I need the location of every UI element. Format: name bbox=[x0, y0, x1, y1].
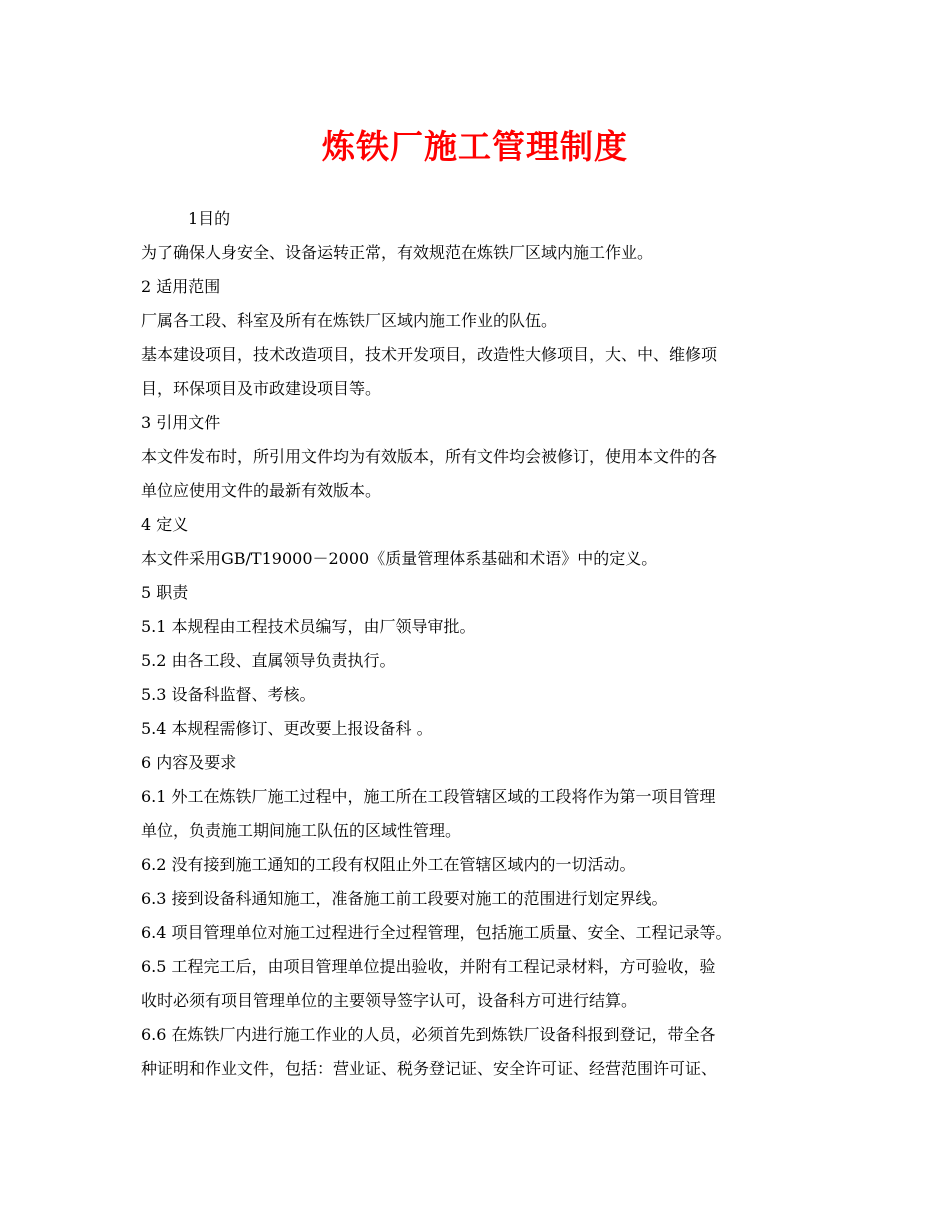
paragraph-line: 本文件采用GB/T19000－2000《质量管理体系基础和术语》中的定义。 bbox=[141, 549, 658, 568]
paragraph-line: 5.3 设备科监督、考核。 bbox=[141, 685, 316, 704]
paragraph-line: 5.1 本规程由工程技术员编写，由厂领导审批。 bbox=[141, 617, 476, 636]
paragraph-line: 本文件发布时，所引用文件均为有效版本，所有文件均会被修订，使用本文件的各 bbox=[141, 447, 718, 466]
paragraph-line: 5.2 由各工段、直属领导负责执行。 bbox=[141, 651, 396, 670]
paragraph-line: 6.3 接到设备科通知施工，准备施工前工段要对施工的范围进行划定界线。 bbox=[141, 889, 668, 908]
paragraph-line: 5.4 本规程需修订、更改要上报设备科 。 bbox=[141, 719, 433, 738]
paragraph-line: 单位应使用文件的最新有效版本。 bbox=[141, 481, 382, 500]
document-body bbox=[141, 202, 831, 1086]
section-heading-scope: 2 适用范围 bbox=[141, 277, 221, 296]
document-title: 炼铁厂施工管理制度 bbox=[322, 127, 628, 166]
paragraph-line: 6.2 没有接到施工通知的工段有权阻止外工在管辖区域内的一切活动。 bbox=[141, 855, 636, 874]
section-heading-references: 3 引用文件 bbox=[141, 413, 221, 432]
paragraph-line: 收时必须有项目管理单位的主要领导签字认可，设备科方可进行结算。 bbox=[141, 991, 638, 1010]
paragraph-line: 6.6 在炼铁厂内进行施工作业的人员，必须首先到炼铁厂设备科报到登记，带全各 bbox=[141, 1025, 716, 1044]
paragraph-line: 厂属各工段、科室及所有在炼铁厂区域内施工作业的队伍。 bbox=[141, 311, 558, 330]
section-heading-responsibilities: 5 职责 bbox=[141, 583, 189, 602]
paragraph-line: 6.5 工程完工后，由项目管理单位提出验收，并附有工程记录材料，方可验收，验 bbox=[141, 957, 716, 976]
paragraph-line: 6.1 外工在炼铁厂施工过程中，施工所在工段管辖区域的工段将作为第一项目管理 bbox=[141, 787, 716, 806]
section-heading-purpose: 1目的 bbox=[188, 209, 231, 228]
paragraph-line: 种证明和作业文件，包括：营业证、税务登记证、安全许可证、经营范围许可证、 bbox=[141, 1059, 718, 1078]
paragraph-line: 目，环保项目及市政建设项目等。 bbox=[141, 379, 382, 398]
section-heading-definitions: 4 定义 bbox=[141, 515, 189, 534]
paragraph-line: 单位，负责施工期间施工队伍的区域性管理。 bbox=[141, 821, 462, 840]
paragraph-line: 6.4 项目管理单位对施工过程进行全过程管理，包括施工质量、安全、工程记录等。 bbox=[141, 923, 732, 942]
section-heading-content: 6 内容及要求 bbox=[141, 753, 237, 772]
paragraph-line: 为了确保人身安全、设备运转正常，有效规范在炼铁厂区域内施工作业。 bbox=[141, 243, 654, 262]
paragraph-line: 基本建设项目，技术改造项目，技术开发项目，改造性大修项目，大、中、维修项 bbox=[141, 345, 718, 364]
